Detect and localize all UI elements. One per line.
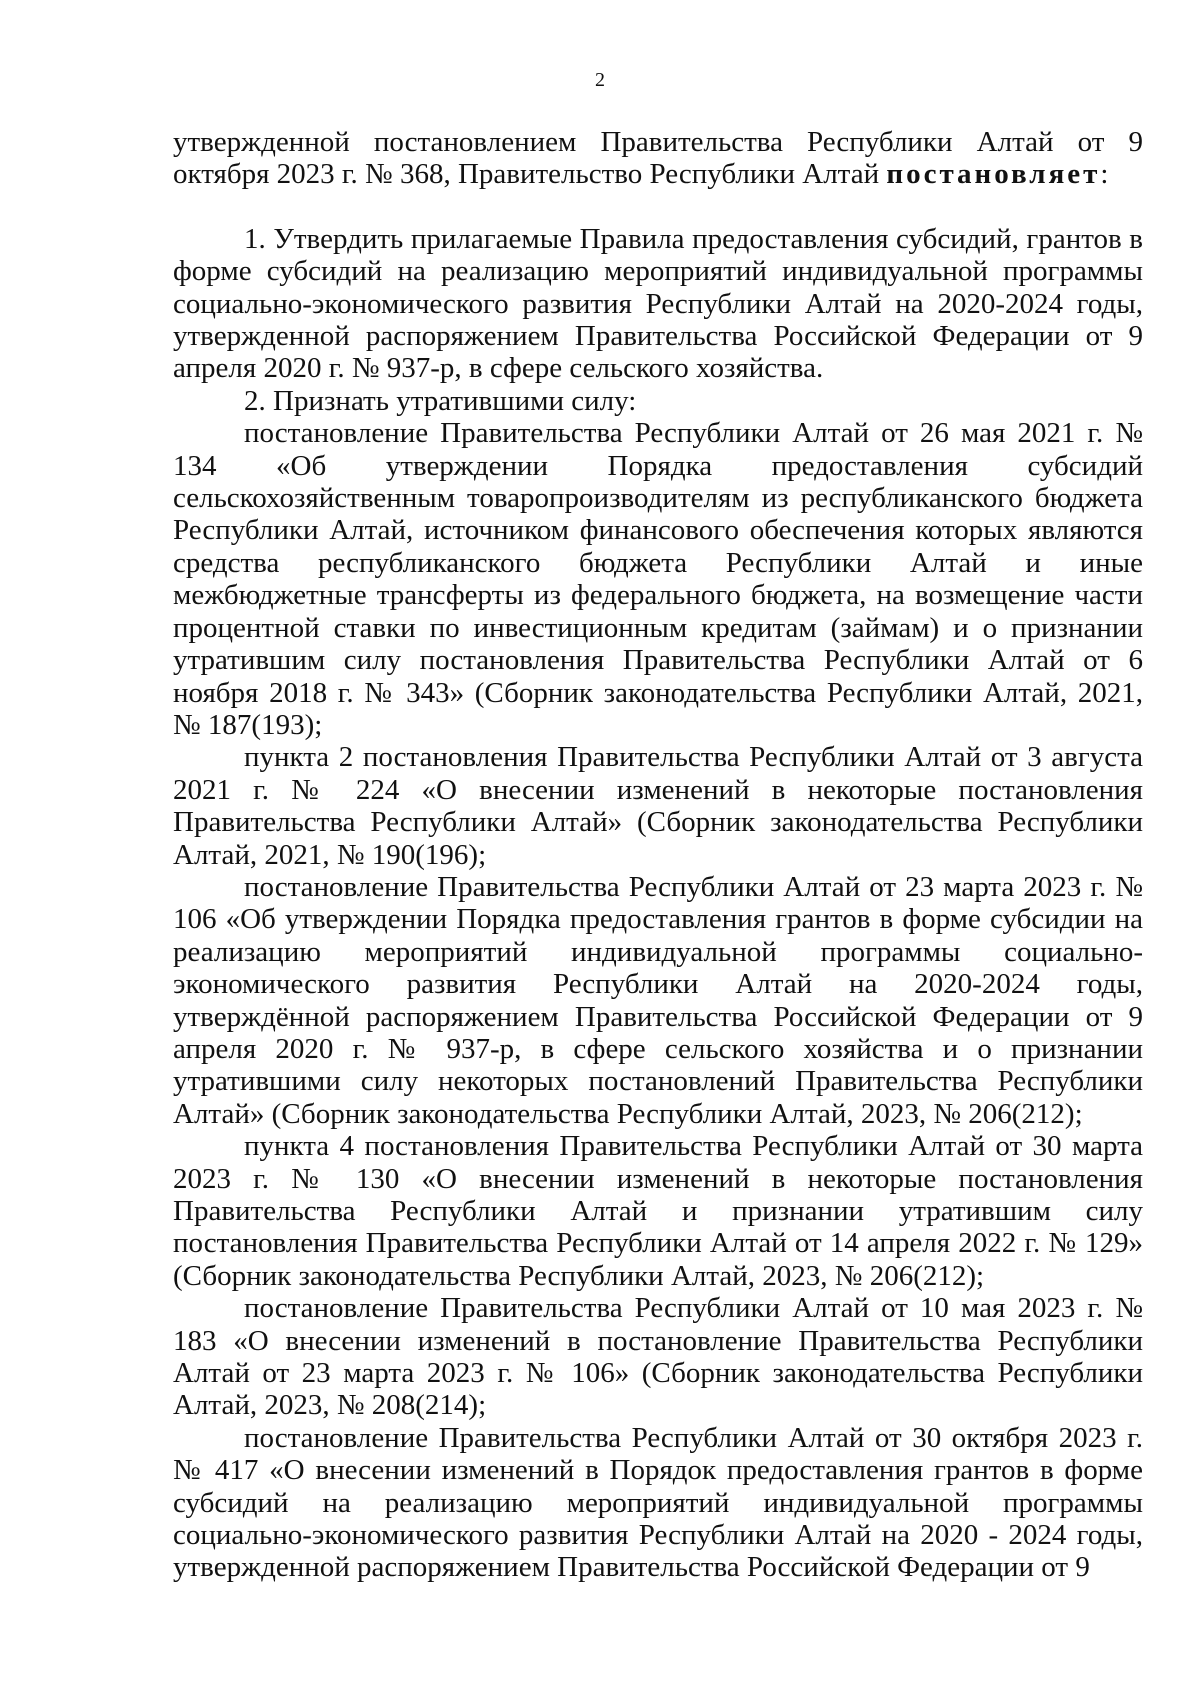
- document-body: [173, 126, 1143, 1584]
- repealed-act-106: постановление Правительства Республики Алтай от 23 марта 2023 г. № 106 «Об утверждении Порядка предоставления грантов в форме субсидии на реализацию мероприятий индивидуальной программы социально-экономического развития Республики Алтай на 2020-2024 годы, утверждённой распоряжением Правительства Российской Федерации от 9 апреля 2020 г. № 937-р, в сфере сельского хозяйства и о признании утратившими силу некоторых постановлений Правительства Республики Алтай» (Сборник законодательства Республики Алтай, 2023, № 206(212);: [173, 870, 1143, 1130]
- page-number: 2: [595, 69, 605, 91]
- intro-tail: :: [1100, 158, 1109, 191]
- item-1-approve-rules: 1. Утвердить прилагаемые Правила предоставления субсидий, грантов в форме субсидий на реализацию мероприятий индивидуальной программы социально-экономического развития Республики Алтай на 2020-2024 годы, утвержденной распоряжением Правительства Российской Федерации от 9 апреля 2020 г. № 937-р, в сфере сельского хозяйства.: [173, 222, 1143, 385]
- repealed-act-130: пункта 4 постановления Правительства Республики Алтай от 30 марта 2023 г. № 130 «О внесении изменений в некоторые постановления Правительства Республики Алтай и признании утратившим силу постановления Правительства Республики Алтай от 14 апреля 2022 г. № 129» (Сборник законодательства Республики Алтай, 2023, № 206(212);: [173, 1130, 1143, 1292]
- item-2-repeal-heading: 2. Признать утратившими силу:: [244, 384, 637, 417]
- repealed-act-183: постановление Правительства Республики Алтай от 10 мая 2023 г. № 183 «О внесении изменений в постановление Правительства Республики Алтай от 23 марта 2023 г. № 106» (Сборник законодательства Республики Алтай, 2023, № 208(214);: [173, 1292, 1143, 1422]
- intro-text: утвержденной постановлением Правительства Республики Алтай от 9 октября 2023 г. № 368, Правительство Республики Алтай: [173, 126, 1143, 191]
- paragraph-gap: [173, 191, 1143, 223]
- intro-paragraph: [173, 126, 1143, 191]
- decree-word: постановляет: [886, 158, 1101, 191]
- repealed-act-134: постановление Правительства Республики Алтай от 26 мая 2021 г. № 134 «Об утверждении Порядка предоставления субсидий сельскохозяйственным товаропроизводителям из республиканского бюджета Республики Алтай, источником финансового обеспечения которых являются средства республиканского бюджета Республики Алтай и иные межбюджетные трансферты из федерального бюджета, на возмещение части процентной ставки по инвестиционным кредитам (займам) и о признании утратившим силу постановления Правительства Республики Алтай от 6 ноября 2018 г. № 343» (Сборник законодательства Республики Алтай, 2021, № 187(193);: [173, 417, 1143, 741]
- repealed-act-224: пункта 2 постановления Правительства Республики Алтай от 3 августа 2021 г. № 224 «О внесении изменений в некоторые постановления Правительства Республики Алтай» (Сборник законодательства Республики Алтай, 2021, № 190(196);: [173, 741, 1143, 871]
- repealed-act-417: постановление Правительства Республики Алтай от 30 октября 2023 г. № 417 «О внесении изменений в Порядок предоставления грантов в форме субсидий на реализацию мероприятий индивидуальной программы социально-экономического развития Республики Алтай на 2020 - 2024 годы, утвержденной распоряжением Правительства Российской Федерации от 9: [173, 1421, 1143, 1584]
